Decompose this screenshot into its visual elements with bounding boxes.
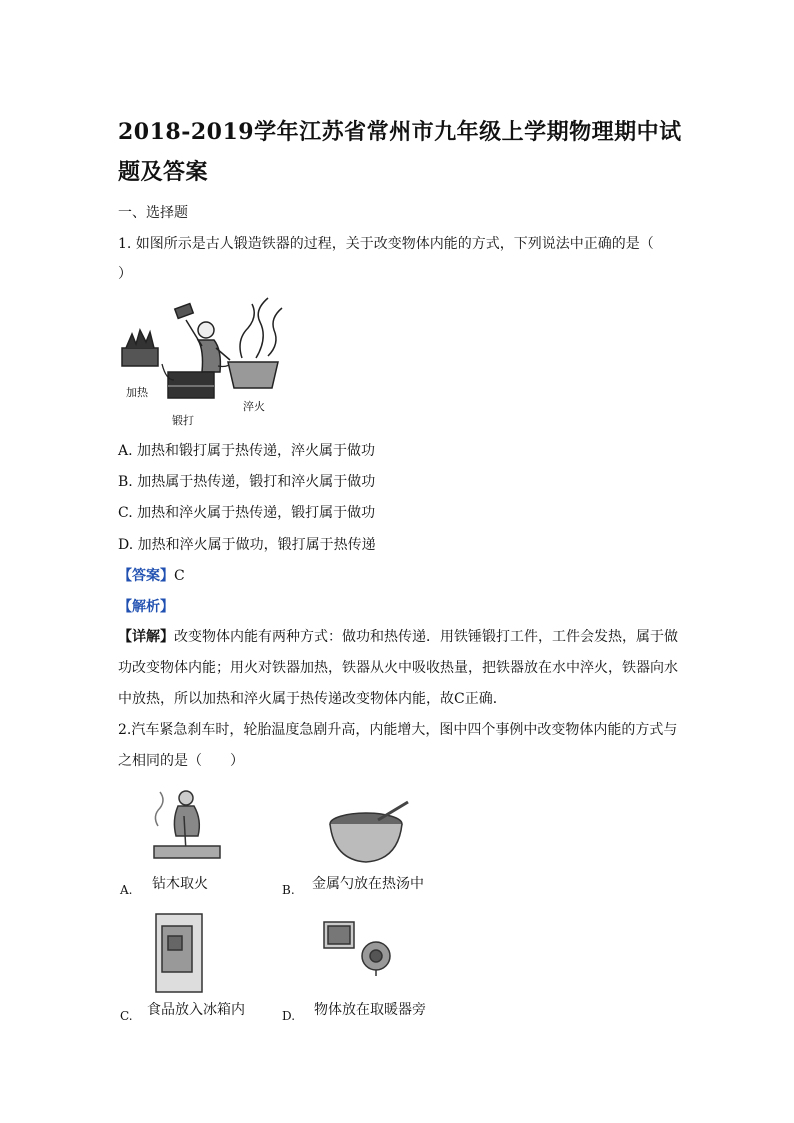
drilling-wood-icon [148, 786, 228, 866]
q2-option-a-caption: 钻木取火 [152, 876, 208, 892]
analysis-tag: 【解析】 [118, 599, 174, 615]
blacksmith-figure [175, 304, 230, 372]
heating-furnace [122, 330, 158, 366]
detail-text: 改变物体内能有两种方式：做功和热传递．用铁锤锻打工件，工件会发热，属于做功改变物体内能；用火对铁器加热，铁器从火中吸收热量，把铁器放在水中淬火，铁器向水中放热，所以加热和淬火属于热传递改变物体内能，故C正确． [118, 629, 678, 707]
q1-stem-line2: ） [118, 266, 132, 282]
q1-detail [118, 622, 678, 715]
q1-answer-line [118, 566, 185, 586]
anvil [168, 372, 214, 398]
section-heading: 一、选择题 [118, 205, 188, 221]
heater-icon [318, 918, 398, 978]
detail-tag: 【详解】 [118, 629, 174, 645]
q1-stem-line1: 1. 如图所示是古人锻造铁器的过程，关于改变物体内能的方式，下列说法中正确的是（ [118, 236, 654, 252]
forging-illustration [118, 290, 303, 430]
q1-option-d: D. 加热和淬火属于做功，锻打属于热传递 [118, 537, 376, 553]
page-title: 2018-2019学年江苏省常州市九年级上学期物理期中试题及答案 [118, 119, 682, 185]
q1-option-b: B. 加热属于热传递，锻打和淬火属于做功 [118, 474, 376, 490]
q2-option-b-letter: B. [282, 883, 295, 897]
q2-option-d-letter: D. [282, 1009, 296, 1023]
answer-tag: 【答案】 [118, 568, 174, 584]
quench-basin [228, 298, 282, 388]
fig-label-forge: 锻打 [172, 414, 194, 427]
q2-option-c-caption: 食品放入冰箱内 [147, 1002, 245, 1018]
q1-option-a: A. 加热和锻打属于热传递，淬火属于做功 [118, 443, 376, 459]
hot-soup-bowl-icon [322, 800, 412, 870]
q2-option-d-caption: 物体放在取暖器旁 [314, 1002, 426, 1018]
q2-option-a-letter: A. [120, 883, 133, 897]
q2-stem: 2.汽车紧急刹车时，轮胎温度急剧升高，内能增大，图中四个事例中改变物体内能的方式与之相同的是（ ） [118, 722, 678, 769]
q1-analysis-line [118, 597, 174, 617]
q2-option-c-letter: C. [120, 1009, 133, 1023]
q2-option-b-caption: 金属勺放在热汤中 [312, 876, 424, 892]
answer-value: C [174, 568, 185, 584]
fig-label-quench: 淬火 [243, 400, 265, 413]
fig-label-heat: 加热 [126, 386, 148, 399]
refrigerator-icon [150, 912, 210, 996]
q1-option-c: C. 加热和淬火属于热传递，锻打属于做功 [118, 505, 376, 521]
